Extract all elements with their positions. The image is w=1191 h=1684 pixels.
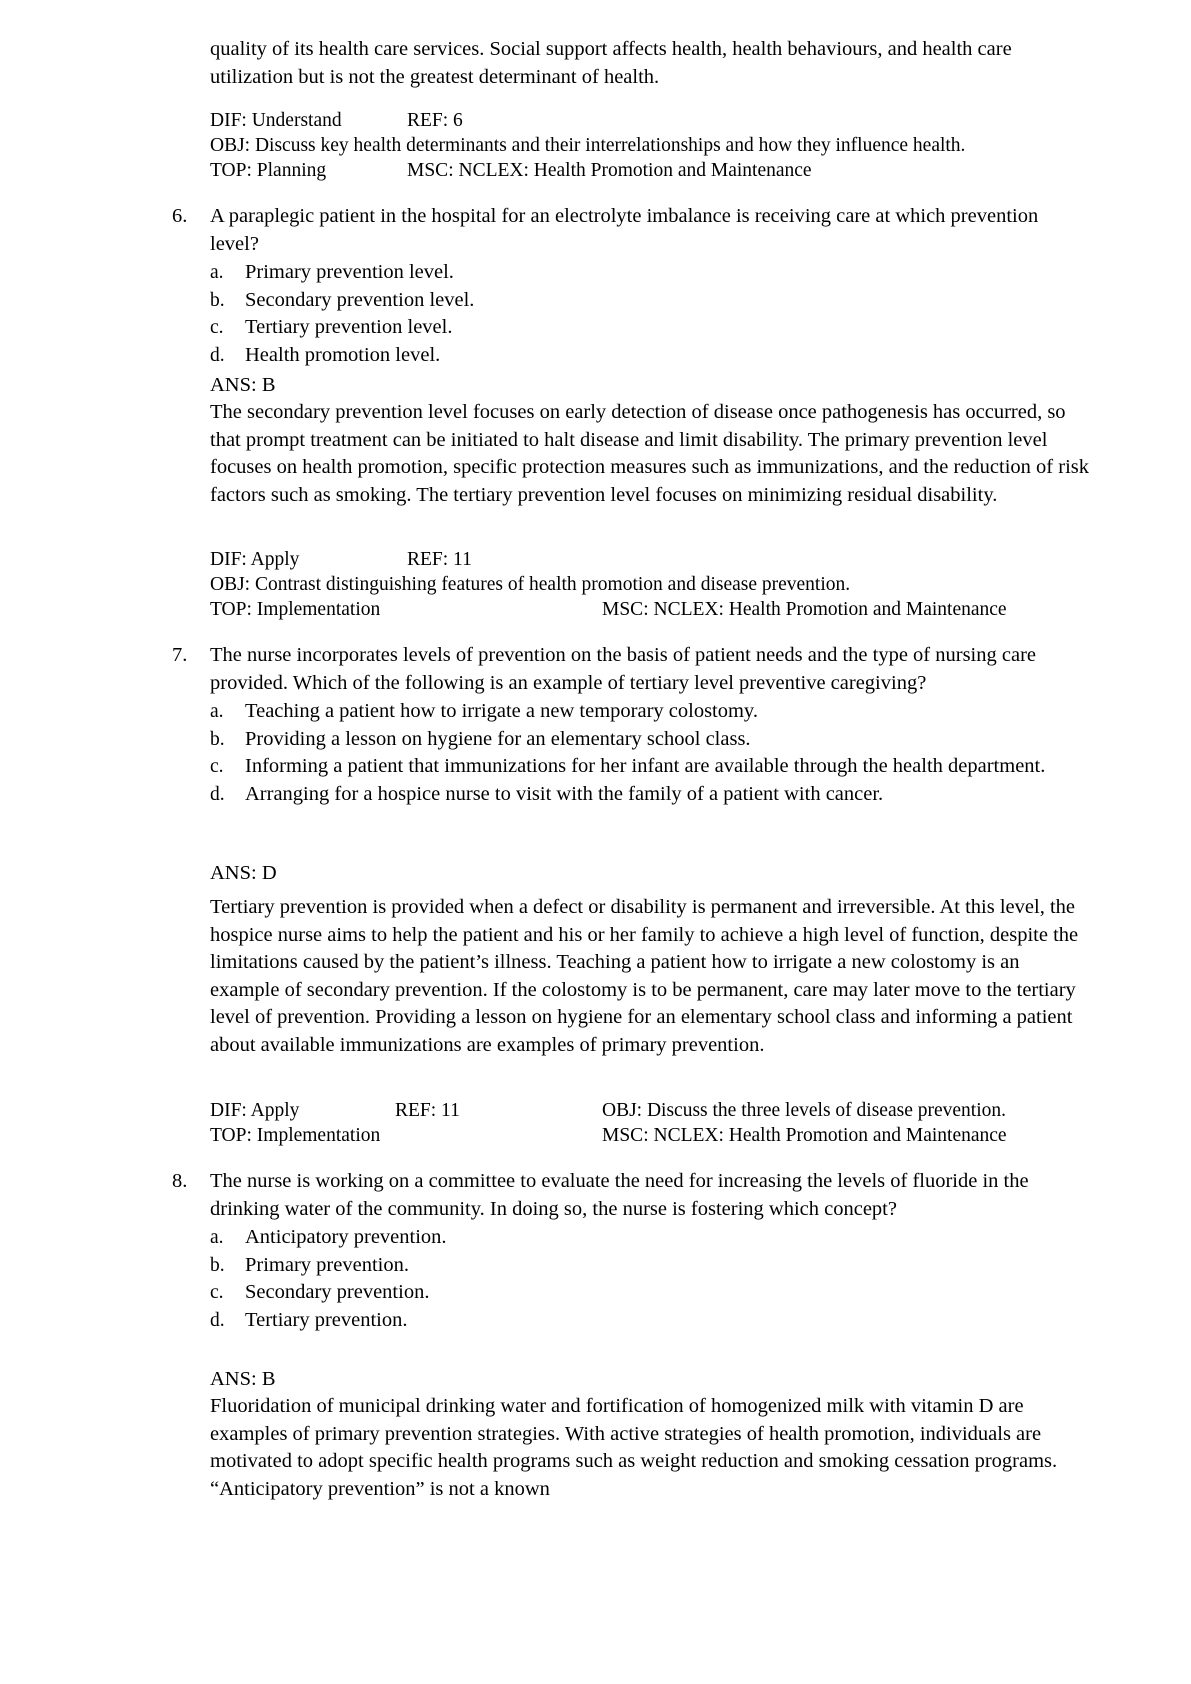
intro-meta: [210, 108, 1090, 183]
meta-msc: MSC: NCLEX: Health Promotion and Maintenance: [602, 1125, 1007, 1146]
option-letter: b.: [210, 1254, 225, 1276]
rationale: Tertiary prevention is provided when a defect or disability is permanent and irreversible. At this level, the hospice nurse aims to help the patient and his or her family to achieve a high level of function, despite the limitations caused by the patient’s illness. Teaching a patient how to irrigate a new colostomy is an example of secondary prevention. If the colostomy is to be permanent, care may later move to the tertiary level of prevention. Providing a lesson on hygiene for an elementary school class and informing a patient about available immunizations are examples of primary prevention.: [210, 896, 1079, 1056]
meta-obj: OBJ: Discuss the three levels of disease prevention.: [602, 1100, 1006, 1121]
option-letter: a.: [210, 1227, 224, 1248]
answer-key: ANS: B: [210, 1368, 276, 1390]
option-text: Teaching a patient how to irrigate a new temporary colostomy.: [245, 700, 758, 722]
question-number: 8.: [172, 1170, 188, 1192]
option-letter: d.: [210, 344, 225, 366]
option-text: Primary prevention level.: [245, 261, 454, 283]
question-7-meta: [210, 1098, 1090, 1148]
meta-msc: MSC: NCLEX: Health Promotion and Maintenance: [602, 599, 1007, 620]
meta-top: TOP: Implementation: [210, 599, 381, 620]
meta-obj: OBJ: Discuss key health determinants and their interrelationships and how they influence health.: [210, 135, 966, 156]
question-number: 7.: [172, 644, 188, 666]
option-text: Providing a lesson on hygiene for an elementary school class.: [245, 727, 751, 750]
option-text: Anticipatory prevention.: [245, 1226, 447, 1248]
intro-rationale: quality of its health care services. Social support affects health, health behaviours, and health care utilization but is not the greatest determinant of health.: [210, 38, 1012, 88]
question-7: [172, 642, 1092, 808]
rationale: Fluoridation of municipal drinking water and fortification of homogenized milk with vitamin D are examples of primary prevention strategies. With active strategies of health promotion, individuals are motivated to adopt specific health programs such as weight reduction and smoking cessation programs. “Anticipatory prevention” is not a known: [210, 1395, 1058, 1500]
rationale: The secondary prevention level focuses on early detection of disease once pathogenesis has occurred, so that prompt treatment can be initiated to halt disease and limit disability. The primary prevention level focuses on health promotion, specific protection measures such as immunizations, and the reduction of risk factors such as smoking. The tertiary prevention level focuses on minimizing residual disability.: [210, 401, 1089, 506]
meta-top: TOP: Implementation: [210, 1125, 381, 1146]
option-letter: a.: [210, 701, 224, 722]
option-letter: d.: [210, 1309, 225, 1331]
option-a: [210, 698, 1092, 726]
answer-key: ANS: B: [210, 374, 276, 396]
option-letter: c.: [210, 1282, 224, 1303]
option-b: [210, 726, 1092, 754]
question-stem: A paraplegic patient in the hospital for an electrolyte imbalance is receiving care at which prevention level?: [210, 205, 1039, 255]
question-stem: The nurse is working on a committee to evaluate the need for increasing the levels of fluoride in the drinking water of the community. In doing so, the nurse is fostering which concept?: [210, 1170, 1029, 1220]
option-text: Informing a patient that immunizations for her infant are available through the health department.: [245, 755, 1046, 777]
meta-msc: MSC: NCLEX: Health Promotion and Maintenance: [407, 160, 812, 181]
option-d: [210, 781, 1092, 809]
option-letter: d.: [210, 783, 225, 805]
question-6: [172, 203, 1092, 369]
answer-options: [210, 698, 1092, 808]
meta-dif: DIF: Understand: [210, 110, 342, 131]
option-letter: b.: [210, 728, 225, 750]
option-text: Tertiary prevention level.: [245, 316, 453, 338]
option-letter: c.: [210, 317, 224, 338]
option-letter: c.: [210, 756, 224, 777]
option-text: Secondary prevention level.: [245, 288, 475, 311]
question-6-meta: [210, 547, 1090, 622]
option-text: Tertiary prevention.: [245, 1308, 408, 1331]
option-c: [210, 1279, 1092, 1307]
meta-dif: DIF: Apply: [210, 1100, 300, 1121]
option-d: [210, 1307, 1092, 1335]
answer-key: ANS: D: [210, 862, 277, 884]
option-letter: a.: [210, 262, 224, 283]
option-d: [210, 342, 1092, 370]
meta-ref: REF: 11: [395, 1100, 460, 1121]
question-stem: The nurse incorporates levels of prevention on the basis of patient needs and the type of nursing care provided. Which of the following is an example of tertiary level preventive caregiving?: [210, 644, 1036, 694]
meta-dif: DIF: Apply: [210, 549, 300, 570]
answer-options: [210, 259, 1092, 369]
option-text: Secondary prevention.: [245, 1281, 430, 1303]
option-c: [210, 753, 1092, 781]
option-a: [210, 1224, 1092, 1252]
meta-obj: OBJ: Contrast distinguishing features of health promotion and disease prevention.: [210, 574, 851, 595]
option-c: [210, 314, 1092, 342]
option-text: Health promotion level.: [245, 343, 441, 366]
question-number: 6.: [172, 205, 188, 227]
answer-options: [210, 1224, 1092, 1334]
meta-ref: REF: 11: [407, 549, 472, 570]
option-letter: b.: [210, 289, 225, 311]
option-b: [210, 1252, 1092, 1280]
meta-ref: REF: 6: [407, 110, 463, 131]
option-b: [210, 287, 1092, 315]
question-8: [172, 1168, 1092, 1334]
option-a: [210, 259, 1092, 287]
option-text: Arranging for a hospice nurse to visit with the family of a patient with cancer.: [245, 782, 884, 805]
meta-top: TOP: Planning: [210, 160, 327, 181]
option-text: Primary prevention.: [245, 1253, 409, 1276]
